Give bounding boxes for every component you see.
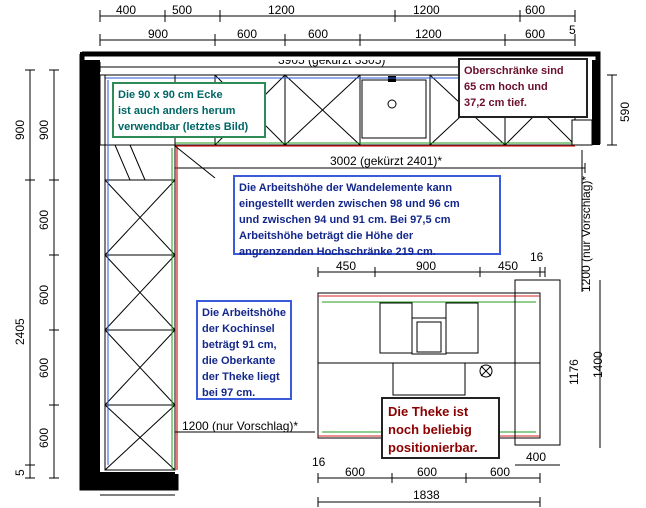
- dim-clearance-left: 1200 (nur Vorschlag)*: [182, 419, 299, 433]
- island-extension: [393, 363, 465, 395]
- dim-island-right-2: 1400: [591, 351, 605, 378]
- note-line: angrenzenden Hochschränke 219 cm.: [239, 246, 436, 258]
- dim-top2-4: 1200: [415, 27, 442, 41]
- dim-upper-right-depth: 590: [618, 101, 632, 122]
- note-line: Die Theke ist: [388, 404, 469, 419]
- dim-top-right-small: 5: [569, 23, 576, 37]
- note-line: Oberschränke sind: [464, 65, 564, 77]
- note-line: und zwischen 94 und 91 cm. Bei 97,5 cm: [239, 214, 451, 226]
- dim-left-inner-4: 600: [37, 357, 51, 378]
- corner-diagonal: [175, 146, 215, 178]
- note-line: 65 cm hoch und: [464, 81, 548, 93]
- note-line: Die 90 x 90 cm Ecke: [118, 89, 223, 101]
- dim-inner-length: 3002 (gekürzt 2401)*: [330, 154, 443, 168]
- dim-top2-3: 600: [308, 27, 329, 41]
- dim-top2-1: 900: [148, 27, 169, 41]
- note-upper-cabinets: [458, 58, 588, 118]
- dim-island-bottom-1: 600: [345, 465, 366, 479]
- dim-island-top-3: 450: [498, 259, 519, 273]
- dim-island-bottom-small: 16: [312, 455, 326, 469]
- dim-island-right-1: 1176: [567, 359, 581, 385]
- sink: [362, 80, 426, 138]
- dim-left-outer-1: 900: [13, 119, 27, 140]
- dim-island-bottom-3: 600: [490, 465, 511, 479]
- note-island-working-height: [196, 300, 292, 400]
- dim-top-4: 1200: [413, 3, 440, 17]
- dim-top-2: 500: [172, 3, 193, 17]
- dim-bottom-left-width: 590: [128, 475, 149, 489]
- note-line: positionierbar.: [388, 440, 478, 455]
- note-line: Arbeitshöhe beträgt die Höhe der: [239, 230, 414, 242]
- top-right-end-block: [572, 120, 592, 145]
- dim-left-inner-2: 600: [37, 209, 51, 230]
- dim-top-1: 400: [116, 3, 137, 17]
- note-line: 37,2 cm tief.: [464, 97, 527, 109]
- sink-tap: [388, 76, 396, 82]
- note-line: der Theke liegt: [202, 371, 280, 383]
- dim-top-3: 1200: [268, 3, 295, 17]
- dim-top-5: 600: [525, 3, 546, 17]
- note-line: Die Arbeitshöhe der Wandelemente kann: [239, 182, 453, 194]
- note-line: der Kochinsel: [202, 323, 275, 335]
- dim-left-inner-5: 600: [37, 427, 51, 448]
- dim-left-inner-3: 600: [37, 284, 51, 305]
- dim-left-inner-1: 900: [37, 119, 51, 140]
- dim-island-top-small: 16: [530, 250, 544, 264]
- dim-island-counter-width: 400: [526, 450, 547, 464]
- dim-clearance-right: 1200 (nur Vorschlag)*: [579, 175, 593, 292]
- cooking-island: [318, 293, 540, 363]
- dim-top2-5: 600: [525, 27, 546, 41]
- note-line: noch beliebig: [388, 422, 472, 437]
- note-line: ist auch anders herum: [118, 105, 236, 117]
- dim-left-outer-2: 2405: [13, 318, 27, 345]
- dim-island-top-1: 450: [336, 259, 357, 273]
- dim-top2-2: 600: [237, 27, 258, 41]
- dim-island-bottom-2: 600: [417, 465, 438, 479]
- dim-left-outer-3: 5: [13, 469, 27, 476]
- note-line: beträgt 91 cm,: [202, 339, 277, 351]
- note-corner-element: [112, 82, 266, 138]
- note-line: verwendbar (letztes Bild): [118, 121, 249, 133]
- dim-island-total: 1838: [413, 488, 440, 502]
- note-line: bei 97 cm.: [202, 387, 256, 399]
- note-counter-position: [381, 397, 500, 459]
- note-line: Die Arbeitshöhe: [202, 307, 286, 319]
- note-wall-working-height: [233, 175, 501, 258]
- note-line: die Oberkante: [202, 355, 276, 367]
- note-line: eingestellt werden zwischen 98 und 96 cm: [239, 198, 460, 210]
- dim-island-top-2: 900: [416, 259, 437, 273]
